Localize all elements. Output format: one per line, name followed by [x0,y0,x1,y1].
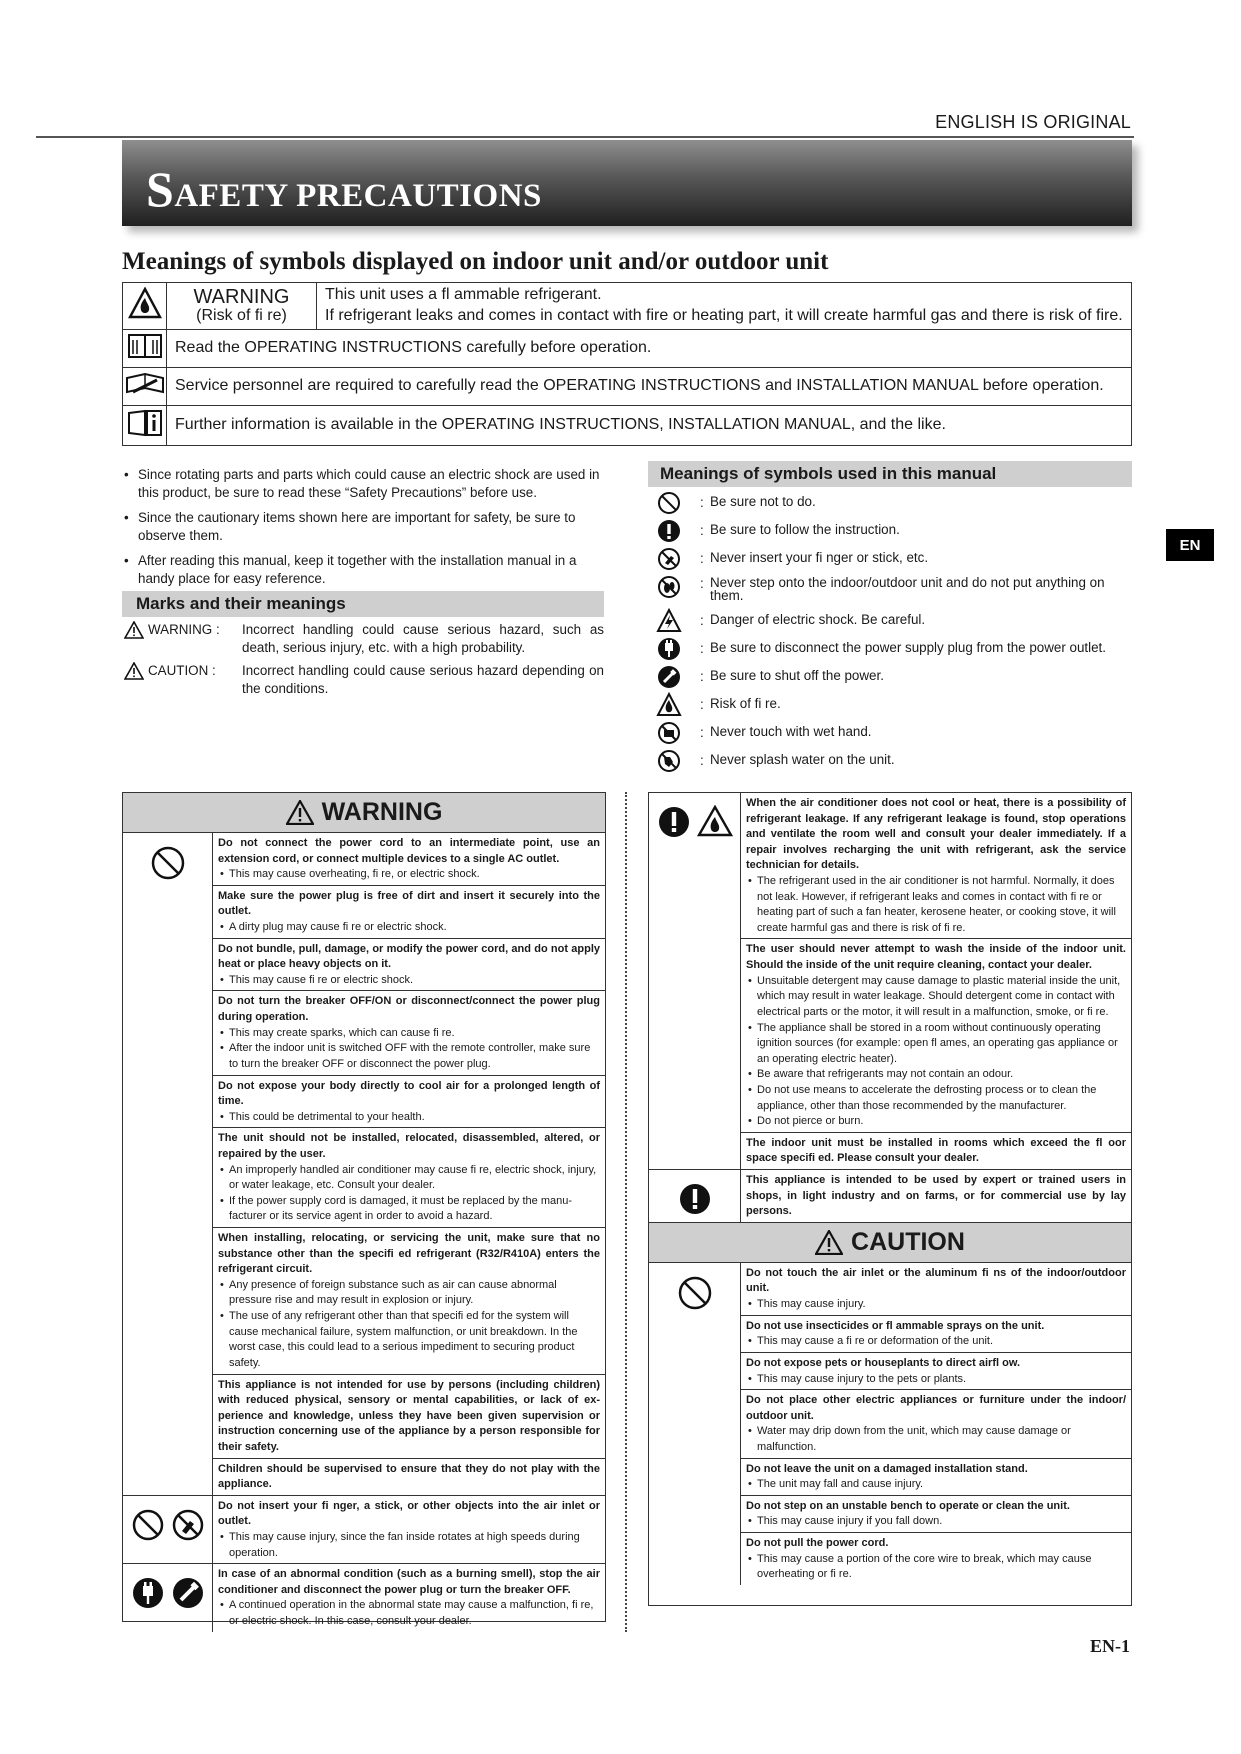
language-note: ENGLISH IS ORIGINAL [935,112,1131,132]
instruction-note: • This could be detrimental to your health. [218,1110,600,1126]
warning-line-2: If refrigerant leaks and comes in contact with fire or heating part, it will create harmful gas and there is risk of fire. [325,306,1123,324]
instruction-heading: Children should be supervised to ensure that they do not play with the appliance. [218,1462,600,1491]
instruction-heading: Do not step on an unstable bench to operate or clean the unit. [746,1499,1070,1512]
unit-symbol-row-service [123,367,1132,405]
info-book-icon [123,405,167,445]
warning-cells [213,833,605,1495]
prohibited-icon [677,1275,713,1311]
unit-symbols-table [122,282,1132,446]
warning-triangle-icon [286,800,314,825]
no-finger-icon [171,1508,205,1542]
instruction-heading: Do not pull the power cord. [746,1536,889,1549]
service-text: Service personnel are required to carefully read the OPERATING INSTRUCTIONS and INSTALLATION MANUAL before operation. [167,367,1132,405]
instruction-heading: Do not insert your fi nger, a stick, or other objects into the air inlet or outlet. [218,1499,600,1528]
refrigerant-group-icon [649,793,741,1169]
manual-symbol-item: : Never insert your fi nger or stick, etc. [656,546,1132,574]
column-divider [625,792,627,1632]
manual-symbol-item: : Be sure to follow the instruction. [656,518,1132,546]
instruction-heading: Do not connect the power cord to an intermediate point, use an extension cord, or connect multiple devices to a single AC outlet. [218,837,600,865]
read-manual-text: Read the OPERATING INSTRUCTIONS carefully before operation. [167,329,1132,367]
instruction-cell [213,939,605,992]
warning-box-title: WARNING [321,798,443,826]
manual-symbol-item: : Be sure not to do. [656,490,1132,518]
warning-triangle-icon [124,621,144,639]
prohibited-icon [131,1508,165,1542]
instruction-cell [213,1128,605,1228]
instruction-cell [741,1496,1131,1533]
instruction-note: • Do not use means to accelerate the defrosting process or to clean the appliance, other than those recommended by the manufacturer. [746,1083,1126,1114]
warning-label: WARNING [193,285,290,308]
intro-bullet: • Since the cautionary items shown here are important for safety, be sure to observe them. [122,509,602,545]
instruction-heading: The user should never attempt to wash the inside of the indoor unit. Should the inside of the unit require cleaning, contact your dealer. [746,943,1126,972]
caution-cells [741,1263,1131,1585]
instruction-heading: The indoor unit must be installed in rooms which exceed the fl oor space specifi ed. Please consult your dealer. [746,1136,1126,1165]
warning-text-cell [317,283,1132,330]
instruction-note: • Be aware that refrigerants may not contain an odour. [746,1067,1126,1083]
trained-users-group [649,1170,1131,1223]
page-title [146,160,542,218]
header-rule [36,136,1134,138]
instruction-cell [213,1375,605,1459]
marks-caution-label: CAUTION : [124,662,216,680]
instruction-cell [741,1170,1131,1222]
refrigerant-group [649,793,1131,1170]
manual-symbols-heading: Meanings of symbols used in this manual [648,461,1132,487]
book-icon [123,329,167,367]
warning-line-1: This unit uses a fl ammable refrigerant. [325,286,602,303]
warning-cells [213,1564,605,1631]
unit-symbol-row-read-manual [123,329,1132,367]
instruction-note: • This may cause overheating, fi re, or electric shock. [218,867,600,883]
marks-warning-row [124,621,604,657]
language-tab: EN [1166,529,1214,561]
instruction-cell [213,886,605,939]
manual-symbols-list [656,490,1132,776]
instruction-cell [741,1353,1131,1390]
instruction-cell [213,1228,605,1374]
symbols-heading: Meanings of symbols displayed on indoor unit and/or outdoor unit [122,248,829,275]
marks-warning-text: Incorrect handling could cause serious hazard, such as death, serious injury, etc. with a high probability. [242,622,604,656]
warning-box-header [123,793,605,833]
manual-symbol-item: : Risk of fi re. [656,692,1132,720]
instruction-note: • If the power supply cord is damaged, it must be replaced by the manu- facturer or its service agent in order to avoid a hazard. [218,1194,600,1225]
instruction-note: • An improperly handled air conditioner may cause fi re, electric shock, injury, or water leakage, etc. Consult your dealer. [218,1163,600,1194]
mandatory-icon [678,1182,712,1216]
trained-users-group-icon [649,1170,741,1222]
instruction-note: • The use of any refrigerant other than that specifi ed for the system will cause mechanical failure, system malfunction, or unit breakdown. In the worst case, this could lead to a serious impediment to securing product safety. [218,1309,600,1371]
manual-symbol-item: : Never splash water on the unit. [656,748,1132,776]
instruction-heading: In case of an abnormal condition (such as a burning smell), stop the air conditioner and disconnect the power plug or turn the breaker OFF. [218,1568,600,1596]
instruction-cell [741,1390,1131,1458]
instruction-heading: This appliance is intended to be used by expert or trained users in shops, in light industry and on farms, or for commercial use by lay persons. [746,1174,1126,1218]
instruction-cell [741,1133,1131,1169]
instruction-cell [213,1564,605,1631]
marks-caution-row [124,662,604,698]
warning-group-abnormal [123,1564,605,1631]
power-off-icon [171,1576,205,1610]
instruction-heading: Do not place other electric appliances or furniture under the indoor/ outdoor unit. [746,1394,1126,1422]
page-title-rest: AFETY PRECAUTIONS [174,178,542,214]
info-text: Further information is available in the OPERATING INSTRUCTIONS, INSTALLATION MANUAL, and the like. [167,405,1132,445]
trained-users-cells [741,1170,1131,1222]
unplug-icon [131,1576,165,1610]
caution-title: CAUTION [851,1227,965,1256]
instruction-note: • After the indoor unit is switched OFF with the remote controller, make sure to turn the breaker OFF or disconnect the power plug. [218,1041,600,1072]
caution-group [649,1263,1131,1585]
warning-label-cell [167,283,317,330]
instruction-note: • Do not pierce or burn. [746,1114,1126,1130]
no-finger-icon [656,546,682,572]
warning-box [122,792,606,1628]
manual-symbol-item: : Never step onto the indoor/outdoor unit and do not put anything on them. [656,574,1132,608]
instruction-note: • This may cause injury. [746,1297,1126,1313]
right-safety-box [648,792,1132,1606]
instruction-heading: Do not touch the air inlet or the aluminum fi ns of the indoor/outdoor unit. [746,1266,1126,1295]
title-bar [122,140,1132,226]
instruction-cell [213,1496,605,1563]
warning-group-icon [123,1564,213,1631]
page-title-initial: S [146,161,175,217]
intro-bullet: • Since rotating parts and parts which could cause an electric shock are used in this product, be sure to read these “Safety Precautions” before use. [122,466,602,502]
instruction-cell [741,1316,1131,1353]
warning-group-finger [123,1496,605,1564]
manual-symbol-item: : Be sure to disconnect the power supply plug from the power outlet. [656,636,1132,664]
no-step-icon [656,574,682,600]
warning-group-icon [123,1496,213,1563]
refrigerant-cells [741,793,1131,1169]
unit-symbol-row-info [123,405,1132,445]
instruction-heading: Do not leave the unit on a damaged installation stand. [746,1462,1028,1475]
instruction-note: • This may cause fi re or electric shock. [218,973,600,989]
warning-cells [213,1496,605,1563]
warning-sub-label: (Risk of fi re) [196,306,287,324]
instruction-note: • A dirty plug may cause fi re or electric shock. [218,920,600,936]
manual-symbol-item: : Never touch with wet hand. [656,720,1132,748]
instruction-note: • Water may drip down from the unit, which may cause damage or malfunction. [746,1424,1126,1455]
instruction-note: • This may create sparks, which can cause fi re. [218,1026,600,1042]
instruction-heading: Do not expose pets or houseplants to direct airfl ow. [746,1356,1021,1369]
warning-box-rows [123,833,605,1632]
mandatory-icon [657,805,691,839]
instruction-note: • The unit may fall and cause injury. [746,1477,1126,1493]
marks-caution-text: Incorrect handling could cause serious hazard depending on the conditions. [242,663,604,697]
fire-warning-icon [697,805,733,837]
instruction-heading: When installing, relocating, or servicing the unit, make sure that no substance other than the specifi ed refrigerant (R32/R410A) enters the refrigerant circuit. [218,1232,600,1276]
instruction-cell [741,939,1131,1132]
manual-service-icon [123,367,167,405]
right-box-rows [649,793,1131,1585]
instruction-cell [213,1459,605,1495]
instruction-note: • This may cause injury if you fall down. [746,1514,1126,1530]
mandatory-icon [656,518,682,544]
marks-warning-label: WARNING : [124,621,220,639]
fire-risk-icon [656,692,682,718]
manual-symbol-item: : Danger of electric shock. Be careful. [656,608,1132,636]
instruction-note: • The appliance shall be stored in a room without continuously operating ignition sources (for example: open fl ames, an operating gas appliance or an operating electric heater). [746,1021,1126,1068]
prohibited-icon [150,845,186,881]
instruction-heading: Make sure the power plug is free of dirt and insert it securely into the outlet. [218,889,600,918]
marks-heading: Marks and their meanings [122,591,604,617]
instruction-cell [741,1533,1131,1585]
instruction-note: • This may cause injury to the pets or plants. [746,1372,1126,1388]
instruction-note: • This may cause a fi re or deformation of the unit. [746,1334,1126,1350]
instruction-cell [213,1076,605,1129]
instruction-note: • This may cause injury, since the fan inside rotates at high speeds during operation. [218,1530,600,1561]
fire-warning-icon [123,283,167,330]
no-wet-hand-icon [656,720,682,746]
instruction-heading: Do not use insecticides or fl ammable sprays on the unit. [746,1319,1045,1332]
instruction-cell [213,833,605,886]
no-water-icon [656,748,682,774]
caution-group-icon [649,1263,741,1585]
caution-header [649,1223,1131,1263]
unit-symbol-row-warning [123,283,1132,330]
instruction-cell [213,991,605,1075]
intro-bullets [122,466,602,596]
instruction-note: • A continued operation in the abnormal state may cause a malfunction, fi re, or electric shock. In this case, consult your dealer. [218,1598,600,1629]
instruction-heading: Do not turn the breaker OFF/ON or disconnect/connect the power plug during operation. [218,995,600,1024]
instruction-note: • Any presence of foreign substance such as air can cause abnormal pressure rise and may result in explosion or injury. [218,1278,600,1309]
warning-group-prohibited [123,833,605,1496]
instruction-note: • Unsuitable detergent may cause damage to plastic material inside the unit, which may result in water leakage. Should detergent come in contact with electrical parts or the motor, it will result in a malfunction, smoke, or fi re. [746,974,1126,1021]
caution-triangle-icon [815,1230,843,1255]
instruction-heading: When the air conditioner does not cool or heat, there is a possibility of refrigerant leakage. If any refrigerant leakage is found, stop operations and ventilate the room well and consult your dealer immediately. If a repair involves recharging the unit with refrigerant, ask the service technician for details. [746,797,1126,872]
instruction-heading: Do not bundle, pull, damage, or modify the power cord, and do not apply heat or place heavy objects on it. [218,942,600,971]
instruction-heading: Do not expose your body directly to cool air for a prolonged length of time. [218,1079,600,1108]
warning-group-icon [123,833,213,1495]
prohibited-icon [656,490,682,516]
page-number: EN-1 [1090,1636,1130,1656]
instruction-note: • This may cause a portion of the core wire to break, which may cause overheating or fi re. [746,1552,1126,1583]
instruction-cell [741,1459,1131,1496]
instruction-cell [741,793,1131,939]
unplug-icon [656,636,682,662]
power-off-icon [656,664,682,690]
manual-symbol-item: : Be sure to shut off the power. [656,664,1132,692]
instruction-cell [741,1263,1131,1316]
electric-shock-icon [656,608,682,634]
instruction-note: • The refrigerant used in the air conditioner is not harmful. Normally, it does not leak. However, if refrigerant leaks and comes in contact with fi re or heating part of such a fan heater, kerosene heater, or cooking stove, it will create harmful gas and there is risk of fi re. [746,874,1126,936]
caution-triangle-icon [124,662,144,680]
instruction-heading: The unit should not be installed, relocated, disassembled, altered, or repaired by the user. [218,1132,600,1160]
instruction-heading: This appliance is not intended for use by persons (including children) with reduced physical, sensory or mental capabilities, or lack of ex- perience and knowledge, unless they have been given supervision or instruction concerning use of the appliance by a person responsible for their safety. [218,1378,600,1453]
intro-bullet: • After reading this manual, keep it together with the installation manual in a handy place for easy reference. [122,552,602,588]
